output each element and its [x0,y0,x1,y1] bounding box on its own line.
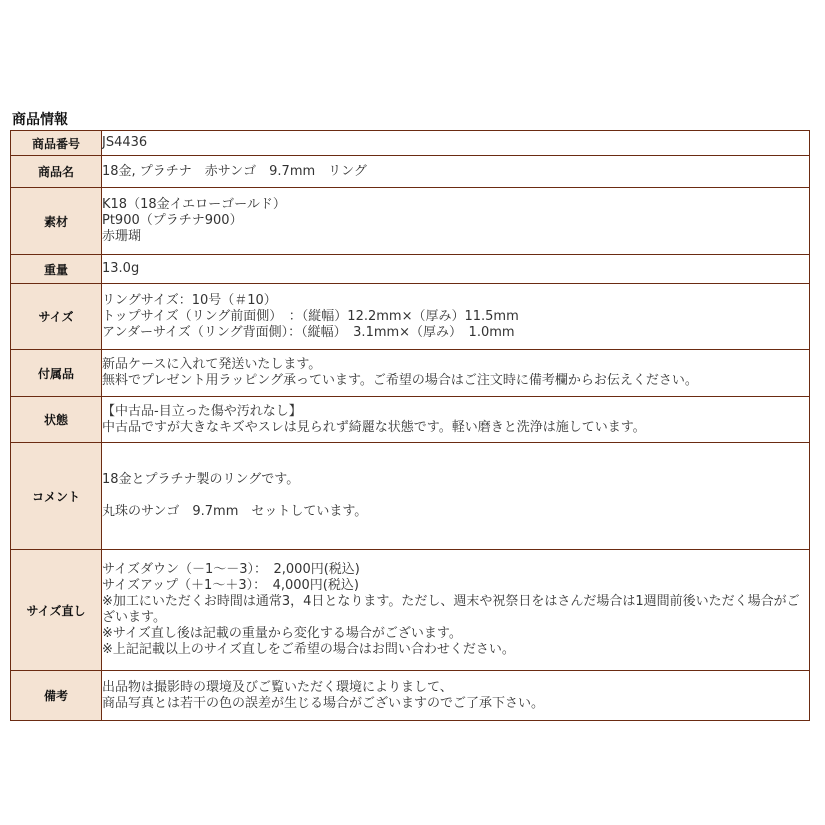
table-row [11,255,810,284]
row-value [102,443,810,550]
row-label: 状態 [11,397,102,443]
blank-line [102,488,809,504]
table-row [11,350,810,397]
table-row [11,443,810,550]
table-row [11,188,810,255]
value-line: ※上記記載以上のサイズ直しをご希望の場合はお問い合わせください。 [102,642,515,657]
value-line: トップサイズ（リング前面側） ：（縦幅）12.2mm×（厚み）11.5mm [102,308,519,324]
row-label: 商品名 [11,156,102,188]
row-value [102,156,810,188]
value-line: 18金, プラチナ 赤サンゴ 9.7mm リング [102,163,367,179]
row-value [102,350,810,397]
table-row [11,671,810,721]
row-label: コメント [11,443,102,550]
value-line: サイズアップ（＋1～＋3）： 4,000円(税込) [102,578,359,593]
row-label: 商品番号 [11,131,102,156]
value-line: Pt900（プラチナ900） [102,213,243,228]
row-label: サイズ直し [11,550,102,671]
value-line: K18（18金イエローゴールド） [102,197,286,212]
row-value [102,397,810,443]
value-line: リングサイズ：10号（＃10） [102,292,277,308]
value-line: 出品物は撮影時の環境及びご覧いただく環境によりまして、 [102,679,453,695]
table-row [11,397,810,443]
row-label: 素材 [11,188,102,255]
table-row [11,550,810,671]
value-line: 中古品ですが大きなキズやスレは見られず綺麗な状態です。軽い磨きと洗浄は施しています。 [102,419,646,435]
product-info-table [10,130,810,721]
table-row [11,156,810,188]
value-line: ※加工にいただくお時間は通常3，4日となります。ただし、週末や祝祭日をはさんだ場合は1週間前後いただく場合がございます。 [102,594,800,625]
row-label: サイズ [11,284,102,350]
row-value [102,550,810,671]
section-title: 商品情報 [12,112,68,128]
table-row [11,284,810,350]
value-line: 無料でプレゼント用ラッピング承っています。ご希望の場合はご注文時に備考欄からお伝えください。 [102,373,698,388]
row-label: 付属品 [11,350,102,397]
value-line: アンダーサイズ（リング背面側）：（縦幅） 3.1mm×（厚み） 1.0mm [102,324,515,340]
row-value [102,255,810,284]
value-line: ※サイズ直し後は記載の重量から変化する場合がございます。 [102,626,462,641]
value-line: サイズダウン（－1～－3）： 2,000円(税込) [102,562,360,577]
value-line: JS4436 [102,135,148,150]
value-line: 商品写真とは若干の色の誤差が生じる場合がございますのでご了承下さい。 [102,695,545,711]
value-line: 18金とプラチナ製のリングです。 [102,472,300,487]
value-line: 【中古品-目立った傷や汚れなし】 [102,403,302,419]
value-line: 赤珊瑚 [102,229,142,244]
value-line: 13.0g [102,261,140,276]
row-value [102,131,810,156]
row-value [102,671,810,721]
value-line: 丸珠のサンゴ 9.7mm セットしています。 [102,504,368,519]
table-row [11,131,810,156]
row-label: 重量 [11,255,102,284]
row-value [102,284,810,350]
row-label: 備考 [11,671,102,721]
row-value [102,188,810,255]
value-line: 新品ケースに入れて発送いたします。 [102,357,322,372]
